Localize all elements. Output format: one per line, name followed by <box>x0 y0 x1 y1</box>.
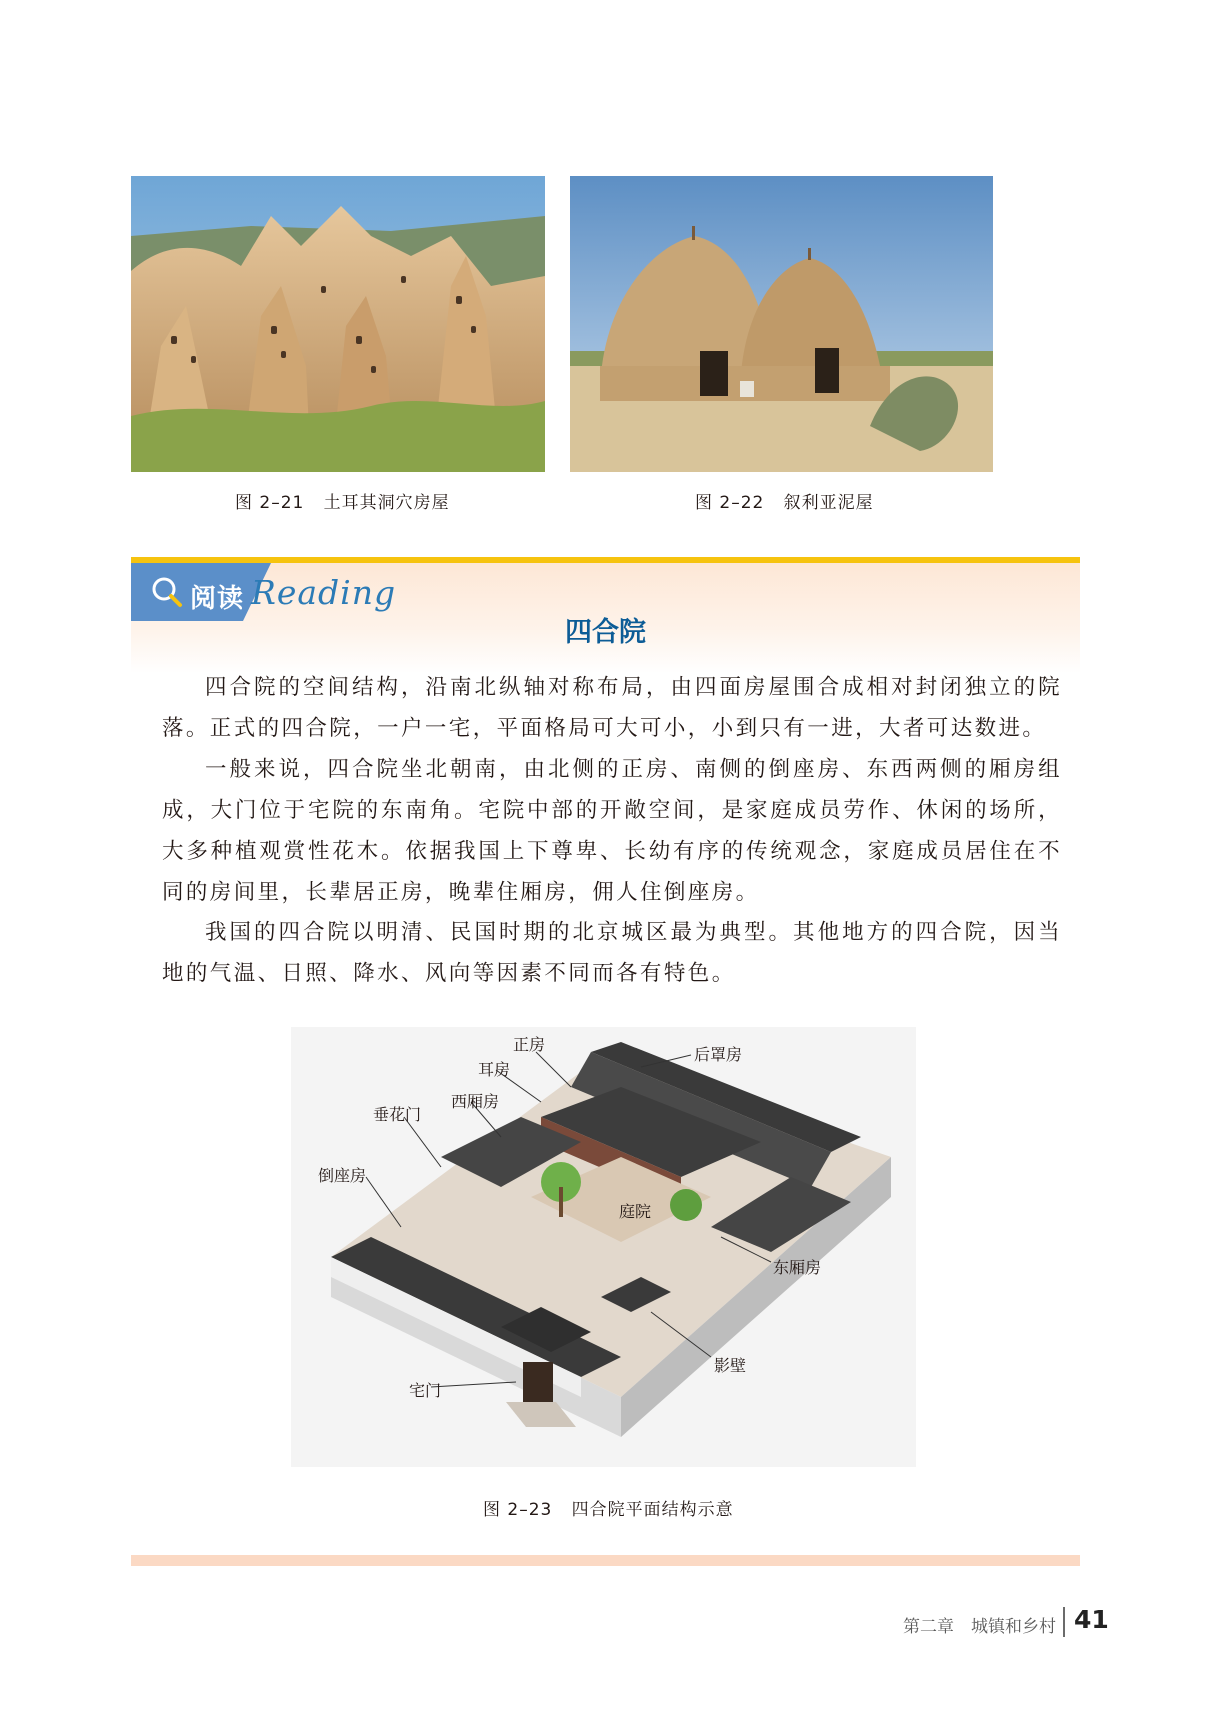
label-zhaimen: 宅门 <box>409 1381 442 1400</box>
label-tingyuan: 庭院 <box>619 1202 652 1221</box>
reading-label: 阅读 <box>190 584 245 614</box>
figure-caption: 叙利亚泥屋 <box>783 493 874 513</box>
reading-paragraph-1: 四合院的空间结构，沿南北纵轴对称布局，由四面房屋围合成相对封闭独立的院落。正式的四合院，一户一宅，平面格局可大可小，小到只有一进，大者可达数进。 <box>162 675 1062 741</box>
photo-syrian-mud-houses <box>570 176 993 472</box>
photo-turkish-cave-houses <box>131 176 545 472</box>
siheyuan-diagram <box>291 1027 916 1467</box>
label-daozuofang: 倒座房 <box>318 1166 367 1185</box>
label-xixiangfang: 西厢房 <box>451 1092 500 1111</box>
reading-paragraph-3: 我国的四合院以明清、民国时期的北京城区最为典型。其他地方的四合院，因当地的气温、日照、降水、风向等因素不同而各有特色。 <box>162 920 1062 986</box>
reading-label-en: Reading <box>251 573 397 612</box>
reading-title: 四合院 <box>565 617 646 648</box>
reading-bottom-bar <box>131 1555 1080 1566</box>
label-houzhaofang: 后罩房 <box>694 1045 743 1064</box>
label-zhengfang: 正房 <box>513 1035 546 1054</box>
reading-paragraph-2: 一般来说，四合院坐北朝南，由北侧的正房、南侧的倒座房、东西两侧的厢房组成，大门位于宅院的东南角。宅院中部的开敞空间，是家庭成员劳作、休闲的场所，大多种植观赏性花木。依据我国上下尊卑、长幼有序的传统观念，家庭成员居住在不同的房间里，长辈居正房，晚辈住厢房，佣人住倒座房。 <box>162 757 1062 905</box>
caption-figure-2-22 <box>695 488 874 513</box>
label-yingbi: 影壁 <box>714 1356 747 1375</box>
magnifier-icon <box>150 575 184 609</box>
siheyuan-illustration <box>291 1027 916 1467</box>
caption-figure-2-21 <box>235 488 450 513</box>
label-dongxiangfang: 东厢房 <box>773 1258 822 1277</box>
figure-caption: 四合院平面结构示意 <box>571 1500 734 1520</box>
footer-chapter: 第二章 城镇和乡村 <box>903 1617 1056 1637</box>
figure-caption: 土耳其洞穴房屋 <box>323 493 450 513</box>
page-number: 41 <box>1074 1605 1109 1634</box>
label-erfang: 耳房 <box>478 1060 511 1079</box>
figure-number: 图 2–21 <box>235 493 305 513</box>
figure-number: 图 2–23 <box>483 1500 553 1520</box>
label-chuihuamen: 垂花门 <box>373 1105 422 1124</box>
caption-figure-2-23 <box>483 1495 734 1520</box>
figure-number: 图 2–22 <box>695 493 765 513</box>
footer-separator <box>1063 1607 1065 1637</box>
